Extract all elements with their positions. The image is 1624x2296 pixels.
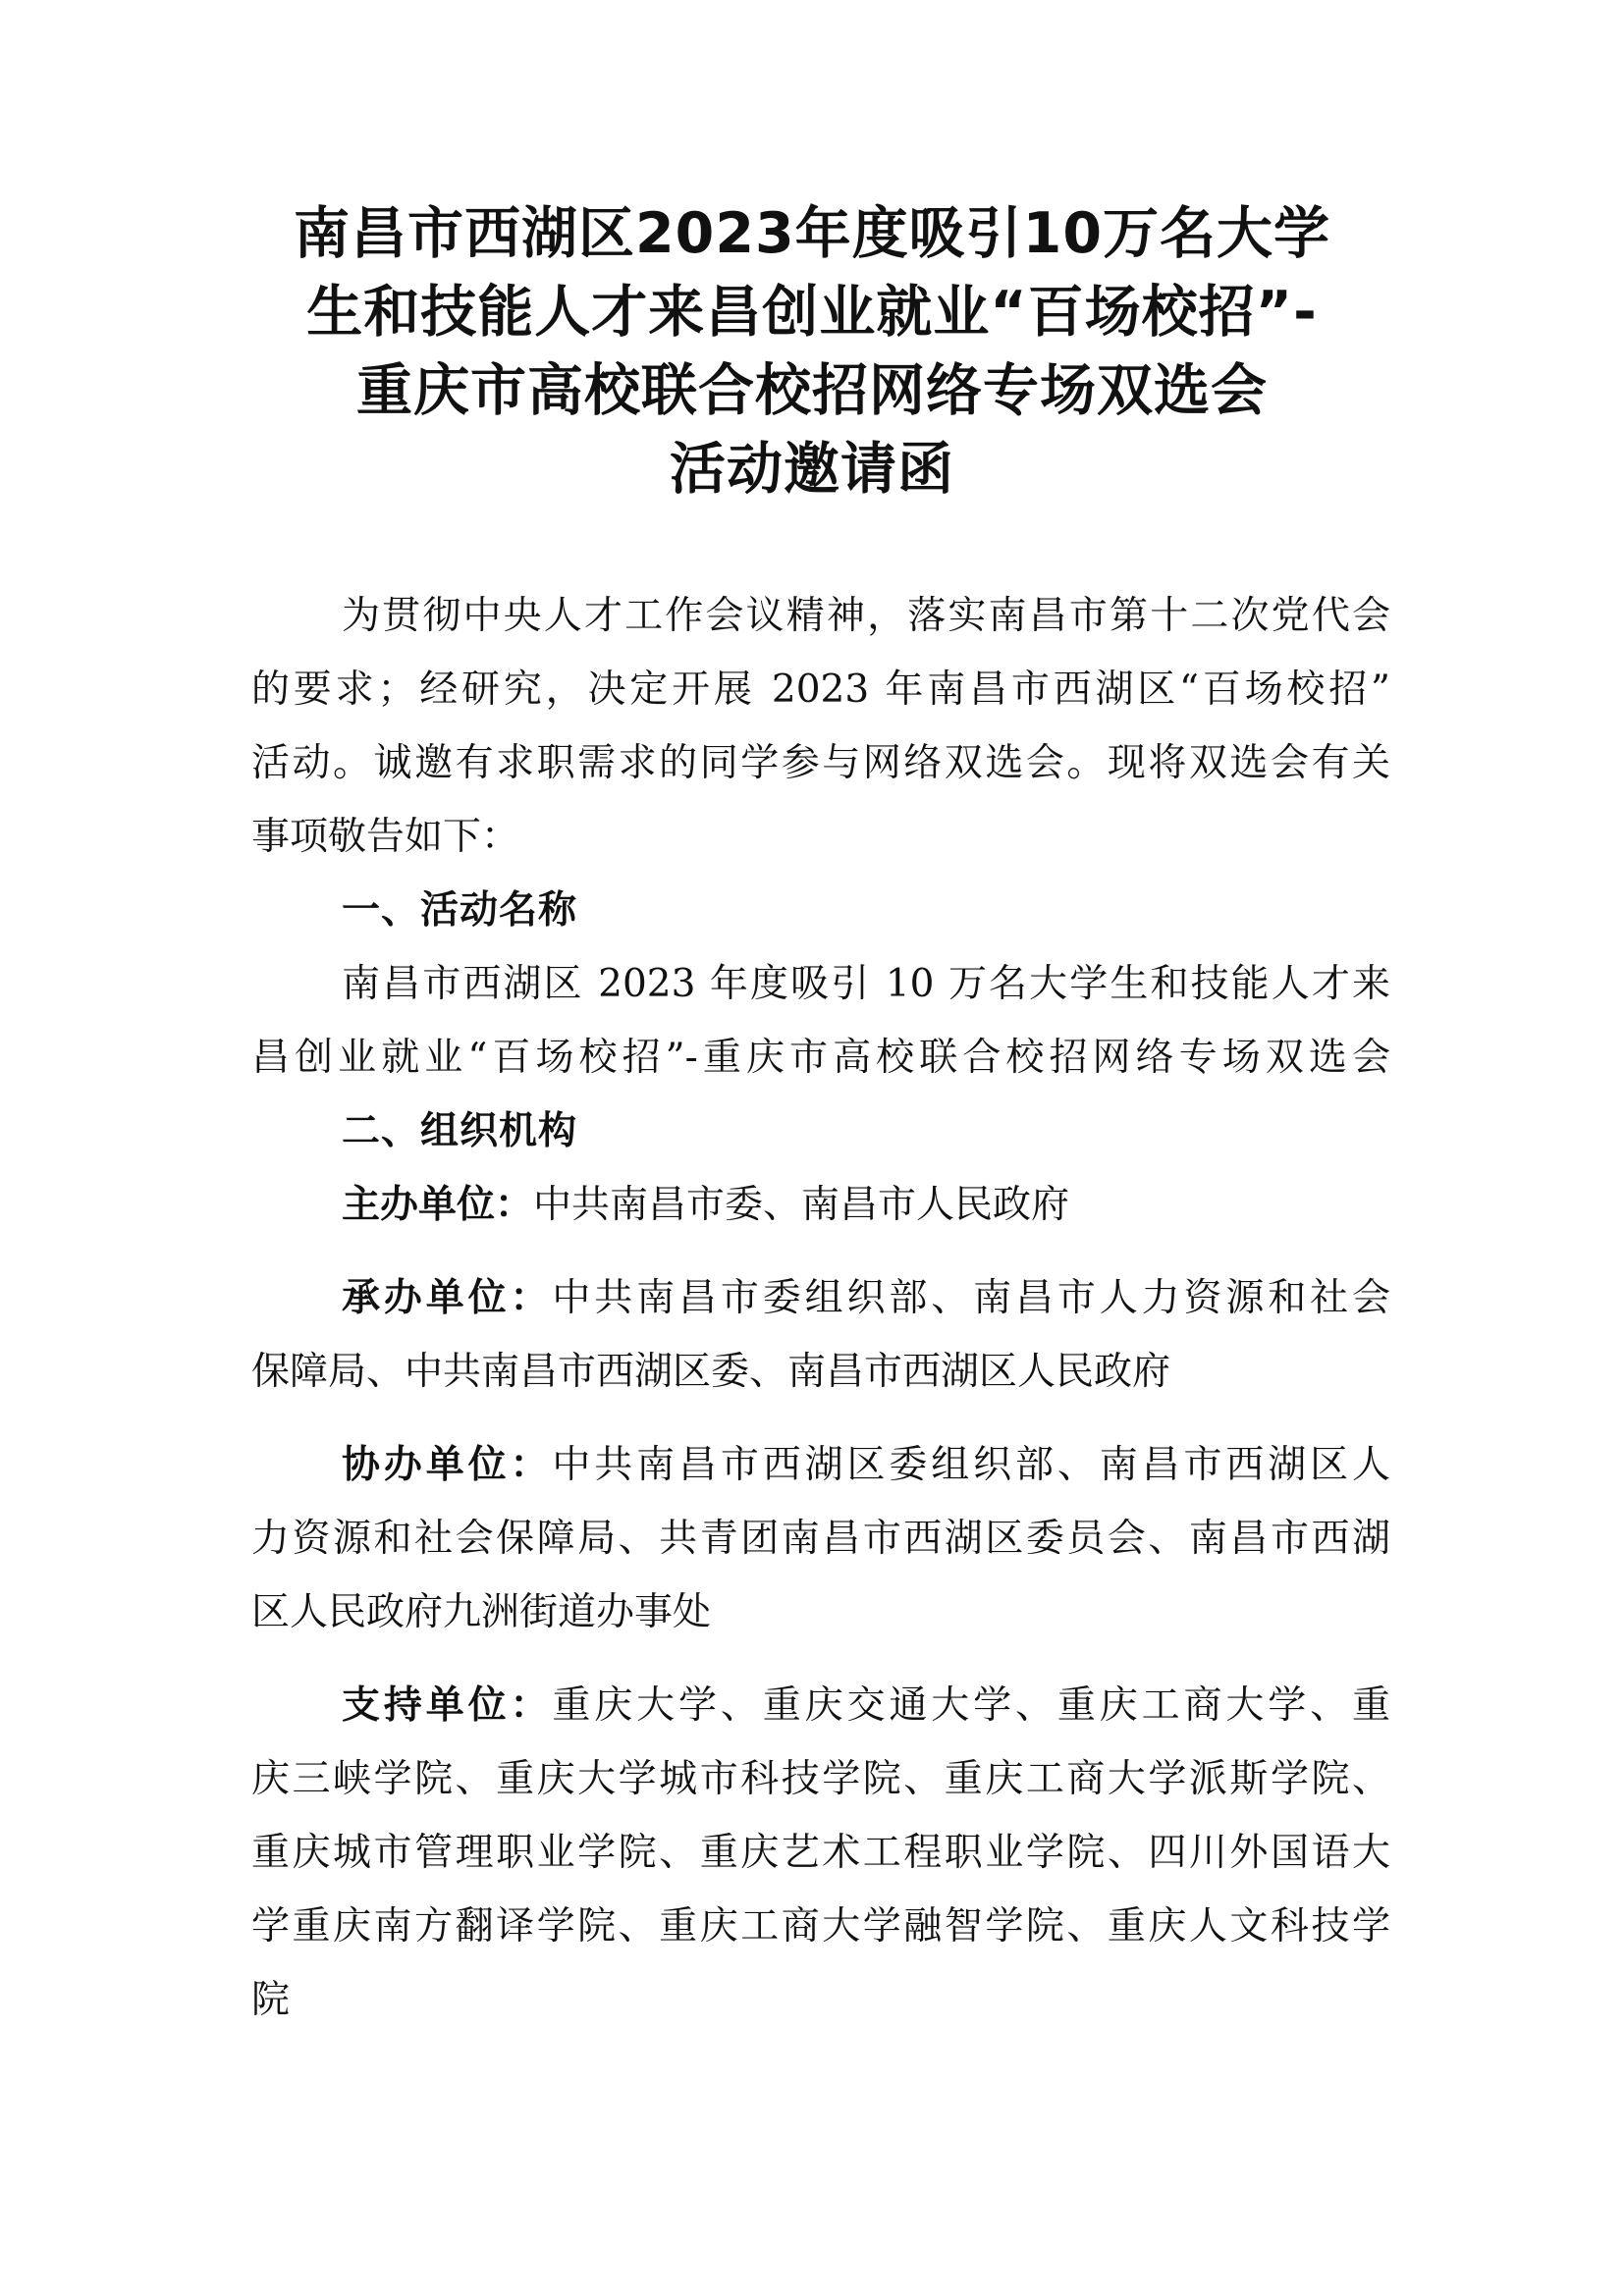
co-organizer-line [251,1428,1390,1502]
supporter-paragraph [251,1669,1390,2037]
supporter-line [251,1669,1390,1742]
intro-paragraph [251,579,1390,874]
supporter-line: 庆三峡学院、重庆大学城市科技学院、重庆工商大学派斯学院、 [251,1757,1390,1801]
title-line: 活动邀请函 [670,437,954,502]
organizer-label: 承办单位： [342,1276,553,1320]
event-name-paragraph [251,947,1390,1095]
intro-line: 为贯彻中央人才工作会议精神，落实南昌市第十二次党代会 [342,594,1390,638]
supporter-line: 重庆城市管理职业学院、重庆艺术工程职业学院、四川外国语大 [251,1831,1390,1875]
event-name-line: 昌创业就业“百场校招”-重庆市高校联合校招网络专场双选会 [251,1036,1390,1080]
title-line: 生和技能人才来昌创业就业“百场校招”- [306,280,1318,345]
organizer-value: 中共南昌市委组织部、南昌市人力资源和社会 [552,1276,1390,1320]
title-line: 重庆市高校联合校招网络专场双选会 [356,358,1268,423]
host-paragraph [251,1168,1390,1242]
document-title [196,194,1428,508]
supporter-line: 学重庆南方翻译学院、重庆工商大学融智学院、重庆人文科技学 [251,1904,1390,1949]
organizer-line: 保障局、中共南昌市西湖区委、南昌市西湖区人民政府 [251,1350,1171,1394]
event-name-line: 南昌市西湖区 2023 年度吸引 10 万名大学生和技能人才来 [342,962,1390,1006]
intro-line: 活动。诚邀有求职需求的同学参与网络双选会。现将双选会有关 [251,741,1390,785]
host-line [251,1168,1390,1242]
section-heading-organization: 二、组织机构 [342,1109,578,1153]
section-heading-event-name: 一、活动名称 [342,888,578,933]
co-organizer-line: 力资源和社会保障局、共青团南昌市西湖区委员会、南昌市西湖 [251,1517,1390,1561]
host-value: 中共南昌市委、南昌市人民政府 [533,1183,1070,1227]
co-organizer-paragraph [251,1428,1390,1649]
co-organizer-value: 中共南昌市西湖区委组织部、南昌市西湖区人 [552,1443,1390,1487]
organizer-paragraph [251,1261,1390,1409]
supporter-line: 院 [251,1978,291,2022]
intro-line: 的要求；经研究，决定开展 2023 年南昌市西湖区“百场校招” [251,667,1390,712]
co-organizer-label: 协办单位： [342,1443,553,1487]
host-label: 主办单位： [342,1183,534,1227]
document-body [251,579,1390,2037]
supporter-label: 支持单位： [342,1683,553,1728]
title-line: 南昌市西湖区2023年度吸引10万名大学 [294,201,1330,266]
supporter-value: 重庆大学、重庆交通大学、重庆工商大学、重 [552,1683,1390,1728]
intro-line: 事项敬告如下： [251,815,520,859]
organizer-line [251,1261,1390,1335]
co-organizer-line: 区人民政府九洲街道办事处 [251,1590,712,1634]
